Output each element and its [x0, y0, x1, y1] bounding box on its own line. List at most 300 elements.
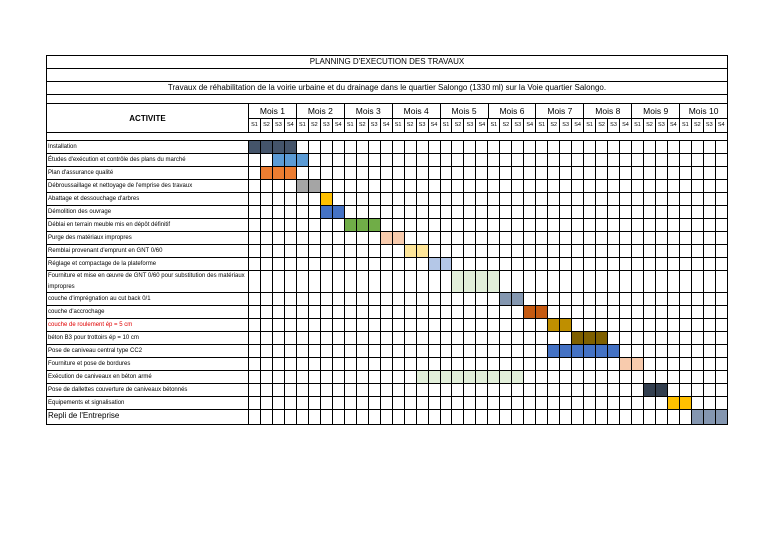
grid-cell: [536, 410, 548, 424]
task-label: Démolition des ouvrage: [47, 206, 249, 218]
grid-cell: [345, 271, 357, 292]
grid-cell: [668, 345, 680, 357]
grid-cell: [464, 141, 476, 153]
grid-cell: [405, 384, 417, 396]
grid-cell: [692, 180, 704, 192]
grid-cell: [405, 293, 417, 305]
grid-cell: [297, 306, 309, 318]
grid-cell: [381, 371, 393, 383]
grid-cell: [608, 306, 620, 318]
grid-cell: [321, 384, 333, 396]
task-label: Pose de caniveau central type CC2: [47, 345, 249, 357]
week-header: S1: [345, 119, 357, 132]
grid-cell: [596, 258, 608, 270]
grid-cell: [441, 232, 453, 244]
grid-cell: [488, 141, 500, 153]
grid-cell: [452, 154, 464, 166]
grid-cell: [704, 271, 716, 292]
grid-cell: [536, 319, 548, 331]
grid-cell: [285, 232, 297, 244]
grid-cell: [524, 397, 536, 409]
task-label: Fourniture et mise en œuvre de GNT 0/60 pour substitution des matériaux impropres: [47, 271, 249, 292]
grid-cell: [357, 384, 369, 396]
grid-cell: [464, 319, 476, 331]
grid-cell: [309, 232, 321, 244]
grid-cell: [381, 193, 393, 205]
grid-cell: [644, 167, 656, 179]
grid-cell: [476, 193, 488, 205]
grid-cell: [464, 384, 476, 396]
gantt-bar-cell: [441, 258, 453, 270]
grid-cell: [381, 141, 393, 153]
grid-cell: [668, 410, 680, 424]
grid-cell: [464, 193, 476, 205]
grid-cell: [668, 141, 680, 153]
grid-cell: [345, 167, 357, 179]
grid-cell: [716, 141, 727, 153]
grid-cell: [680, 345, 692, 357]
grid-cell: [369, 232, 381, 244]
grid-cell: [512, 345, 524, 357]
grid-cell: [608, 258, 620, 270]
gantt-bar-cell: [560, 345, 572, 357]
grid-cell: [500, 410, 512, 424]
grid-cell: [536, 293, 548, 305]
grid-cell: [333, 293, 345, 305]
grid-cell: [417, 219, 429, 231]
grid-cell: [584, 306, 596, 318]
grid-cell: [333, 232, 345, 244]
month-header: Mois 3: [345, 104, 393, 118]
month-header: Mois 5: [441, 104, 489, 118]
grid-cell: [321, 167, 333, 179]
grid-cell: [476, 245, 488, 257]
grid-cell: [632, 154, 644, 166]
grid-cell: [608, 358, 620, 370]
grid-cell: [429, 193, 441, 205]
grid-cell: [333, 271, 345, 292]
grid-cell: [369, 410, 381, 424]
grid-cell: [333, 141, 345, 153]
task-row: [47, 232, 727, 245]
grid-cell: [249, 219, 261, 231]
grid-cell: [441, 193, 453, 205]
grid-cell: [333, 180, 345, 192]
grid-cell: [692, 293, 704, 305]
grid-cell: [716, 271, 727, 292]
grid-cell: [596, 193, 608, 205]
grid-cell: [692, 306, 704, 318]
grid-cell: [441, 245, 453, 257]
grid-cell: [345, 319, 357, 331]
grid-cell: [452, 245, 464, 257]
gantt-bar-cell: [536, 306, 548, 318]
grid-cell: [333, 245, 345, 257]
grid-cell: [297, 245, 309, 257]
gantt-bar-cell: [608, 345, 620, 357]
grid-cell: [632, 410, 644, 424]
grid-cell: [345, 206, 357, 218]
grid-cell: [692, 141, 704, 153]
task-label: Exécution de caniveaux en béton armé: [47, 371, 249, 383]
grid-cell: [369, 154, 381, 166]
grid-cell: [584, 397, 596, 409]
grid-cell: [680, 332, 692, 344]
grid-cell: [429, 319, 441, 331]
grid-cell: [692, 397, 704, 409]
grid-cell: [393, 245, 405, 257]
grid-cell: [536, 371, 548, 383]
grid-cell: [656, 219, 668, 231]
grid-cell: [548, 306, 560, 318]
gantt-bar-cell: [321, 206, 333, 218]
grid-cell: [261, 232, 273, 244]
grid-cell: [656, 154, 668, 166]
grid-cell: [393, 193, 405, 205]
grid-cell: [321, 397, 333, 409]
grid-cell: [692, 154, 704, 166]
grid-cell: [656, 371, 668, 383]
grid-cell: [417, 180, 429, 192]
grid-cell: [441, 332, 453, 344]
grid-cell: [369, 180, 381, 192]
grid-cell: [297, 358, 309, 370]
grid-cell: [560, 410, 572, 424]
grid-cell: [608, 410, 620, 424]
grid-cell: [596, 232, 608, 244]
grid-cell: [572, 271, 584, 292]
grid-cell: [357, 293, 369, 305]
grid-cell: [680, 293, 692, 305]
grid-cell: [285, 410, 297, 424]
gantt-bar-cell: [429, 258, 441, 270]
grid-cell: [668, 232, 680, 244]
gantt-bar-cell: [381, 232, 393, 244]
grid-cell: [500, 206, 512, 218]
gantt-bar-cell: [596, 332, 608, 344]
grid-cell: [512, 358, 524, 370]
grid-cell: [476, 167, 488, 179]
grid-cell: [500, 332, 512, 344]
grid-cell: [548, 332, 560, 344]
grid-cell: [716, 167, 727, 179]
grid-cell: [644, 358, 656, 370]
grid-cell: [548, 293, 560, 305]
grid-cell: [285, 345, 297, 357]
grid-cell: [620, 332, 632, 344]
grid-cell: [285, 293, 297, 305]
grid-cell: [297, 384, 309, 396]
grid-cell: [285, 371, 297, 383]
grid-cell: [488, 397, 500, 409]
grid-cell: [488, 358, 500, 370]
grid-cell: [452, 293, 464, 305]
grid-cell: [297, 293, 309, 305]
grid-cell: [668, 206, 680, 218]
grid-cell: [369, 358, 381, 370]
grid-cell: [632, 258, 644, 270]
grid-cell: [417, 232, 429, 244]
grid-cell: [476, 180, 488, 192]
grid-cell: [381, 293, 393, 305]
grid-cell: [285, 180, 297, 192]
grid-cell: [704, 397, 716, 409]
gantt-bar-cell: [273, 167, 285, 179]
grid-cell: [309, 410, 321, 424]
grid-cell: [261, 332, 273, 344]
grid-cell: [476, 306, 488, 318]
grid-cell: [620, 193, 632, 205]
week-header: S3: [560, 119, 572, 132]
grid-cell: [512, 271, 524, 292]
grid-cell: [357, 319, 369, 331]
grid-cell: [357, 141, 369, 153]
grid-cell: [417, 258, 429, 270]
grid-cell: [512, 232, 524, 244]
grid-cell: [500, 245, 512, 257]
grid-cell: [357, 193, 369, 205]
grid-cell: [488, 232, 500, 244]
grid-cell: [464, 358, 476, 370]
grid-cell: [417, 332, 429, 344]
grid-cell: [369, 271, 381, 292]
grid-cell: [321, 271, 333, 292]
grid-cell: [548, 167, 560, 179]
week-header: S1: [249, 119, 261, 132]
grid-cell: [560, 384, 572, 396]
grid-cell: [596, 293, 608, 305]
week-header: S1: [441, 119, 453, 132]
subtitle-row: [47, 82, 727, 95]
grid-cell: [321, 306, 333, 318]
gantt-bar-cell: [500, 371, 512, 383]
grid-cell: [321, 245, 333, 257]
grid-cell: [273, 410, 285, 424]
grid-cell: [668, 306, 680, 318]
grid-cell: [429, 232, 441, 244]
grid-cell: [644, 332, 656, 344]
grid-cell: [716, 319, 727, 331]
grid-cell: [500, 397, 512, 409]
grid-cell: [417, 206, 429, 218]
grid-cell: [548, 371, 560, 383]
gantt-bar-cell: [476, 271, 488, 292]
grid-cell: [357, 258, 369, 270]
grid-cell: [369, 167, 381, 179]
grid-cell: [381, 219, 393, 231]
grid-cell: [608, 319, 620, 331]
grid-cell: [656, 345, 668, 357]
grid-cell: [596, 397, 608, 409]
grid-cell: [536, 141, 548, 153]
gantt-bar-cell: [584, 345, 596, 357]
week-header: S1: [393, 119, 405, 132]
grid-cell: [608, 271, 620, 292]
grid-cell: [441, 358, 453, 370]
grid-cell: [668, 154, 680, 166]
grid-cell: [536, 232, 548, 244]
grid-cell: [716, 306, 727, 318]
gantt-bar-cell: [261, 141, 273, 153]
grid-cell: [452, 397, 464, 409]
grid-cell: [393, 293, 405, 305]
project-subtitle: Travaux de réhabilitation de la voirie urbaine et du drainage dans le quartier Salongo (1330 ml) sur la Voie quartier Salongo.: [167, 83, 607, 92]
grid-cell: [476, 258, 488, 270]
grid-cell: [716, 193, 727, 205]
grid-cell: [405, 141, 417, 153]
grid-cell: [536, 332, 548, 344]
grid-cell: [560, 397, 572, 409]
grid-cell: [620, 245, 632, 257]
grid-cell: [429, 180, 441, 192]
grid-cell: [452, 180, 464, 192]
timeline-header: [249, 104, 727, 132]
grid-cell: [692, 245, 704, 257]
grid-cell: [512, 180, 524, 192]
grid-cell: [716, 293, 727, 305]
grid-cell: [464, 332, 476, 344]
grid-cell: [357, 180, 369, 192]
grid-cell: [644, 345, 656, 357]
grid-cell: [536, 167, 548, 179]
grid-cell: [500, 345, 512, 357]
grid-cell: [452, 258, 464, 270]
grid-cell: [297, 167, 309, 179]
grid-cell: [584, 141, 596, 153]
grid-cell: [596, 410, 608, 424]
grid-cell: [500, 271, 512, 292]
grid-cell: [488, 219, 500, 231]
grid-cell: [632, 219, 644, 231]
grid-cell: [692, 167, 704, 179]
grid-cell: [536, 258, 548, 270]
grid-cell: [369, 332, 381, 344]
week-header: S1: [488, 119, 500, 132]
grid-cell: [273, 306, 285, 318]
grid-cell: [512, 319, 524, 331]
gantt-bar-cell: [632, 358, 644, 370]
grid-cell: [417, 319, 429, 331]
grid-cell: [704, 180, 716, 192]
grid-cell: [524, 180, 536, 192]
gantt-bar-cell: [393, 232, 405, 244]
gantt-bar-cell: [488, 271, 500, 292]
grid-cell: [584, 371, 596, 383]
grid-cell: [297, 206, 309, 218]
grid-cell: [345, 245, 357, 257]
grid-cell: [441, 306, 453, 318]
grid-cell: [405, 306, 417, 318]
grid-cell: [441, 319, 453, 331]
gantt-bar-cell: [464, 271, 476, 292]
task-label: Déblai en terrain meuble mis en dépôt définitif: [47, 219, 249, 231]
grid-cell: [500, 167, 512, 179]
grid-cell: [596, 219, 608, 231]
grid-cell: [716, 245, 727, 257]
grid-cell: [656, 141, 668, 153]
grid-cell: [488, 193, 500, 205]
grid-cell: [261, 258, 273, 270]
grid-cell: [345, 332, 357, 344]
grid-cell: [441, 141, 453, 153]
grid-cell: [273, 319, 285, 331]
grid-cell: [261, 245, 273, 257]
grid-cell: [608, 167, 620, 179]
gantt-bar-cell: [285, 154, 297, 166]
grid-cell: [333, 384, 345, 396]
month-header: Mois 8: [584, 104, 632, 118]
grid-cell: [309, 219, 321, 231]
grid-cell: [345, 345, 357, 357]
grid-cell: [309, 332, 321, 344]
grid-cell: [548, 180, 560, 192]
grid-cell: [536, 219, 548, 231]
gantt-bar-cell: [429, 371, 441, 383]
gantt-bar-cell: [560, 319, 572, 331]
grid-cell: [476, 410, 488, 424]
month-header: Mois 7: [536, 104, 584, 118]
spacer-row: [47, 133, 727, 141]
grid-cell: [500, 141, 512, 153]
grid-cell: [608, 384, 620, 396]
grid-cell: [596, 384, 608, 396]
grid-cell: [668, 245, 680, 257]
grid-cell: [357, 271, 369, 292]
grid-cell: [405, 271, 417, 292]
grid-cell: [668, 193, 680, 205]
grid-cell: [704, 154, 716, 166]
grid-cell: [560, 258, 572, 270]
grid-cell: [716, 384, 727, 396]
grid-cell: [596, 180, 608, 192]
gantt-bar-cell: [692, 410, 704, 424]
grid-cell: [261, 410, 273, 424]
grid-cell: [584, 180, 596, 192]
grid-cell: [524, 219, 536, 231]
grid-cell: [620, 232, 632, 244]
grid-cell: [297, 271, 309, 292]
grid-cell: [668, 332, 680, 344]
grid-cell: [464, 410, 476, 424]
grid-cell: [584, 232, 596, 244]
week-header: S3: [608, 119, 620, 132]
week-header: S4: [381, 119, 393, 132]
grid-cell: [452, 410, 464, 424]
grid-cell: [572, 167, 584, 179]
grid-cell: [381, 258, 393, 270]
grid-cell: [656, 397, 668, 409]
gantt-bar-cell: [297, 154, 309, 166]
gantt-bar-cell: [417, 245, 429, 257]
grid-cell: [512, 306, 524, 318]
grid-cell: [536, 397, 548, 409]
grid-cell: [261, 219, 273, 231]
grid-cell: [476, 232, 488, 244]
grid-cell: [536, 358, 548, 370]
grid-cell: [381, 384, 393, 396]
grid-cell: [405, 345, 417, 357]
grid-cell: [309, 245, 321, 257]
header-row: [47, 104, 727, 133]
week-header: S1: [680, 119, 692, 132]
grid-cell: [321, 293, 333, 305]
grid-cell: [393, 358, 405, 370]
grid-cell: [393, 410, 405, 424]
task-table: [47, 141, 727, 424]
week-header: S4: [668, 119, 680, 132]
grid-cell: [536, 345, 548, 357]
grid-cell: [572, 258, 584, 270]
